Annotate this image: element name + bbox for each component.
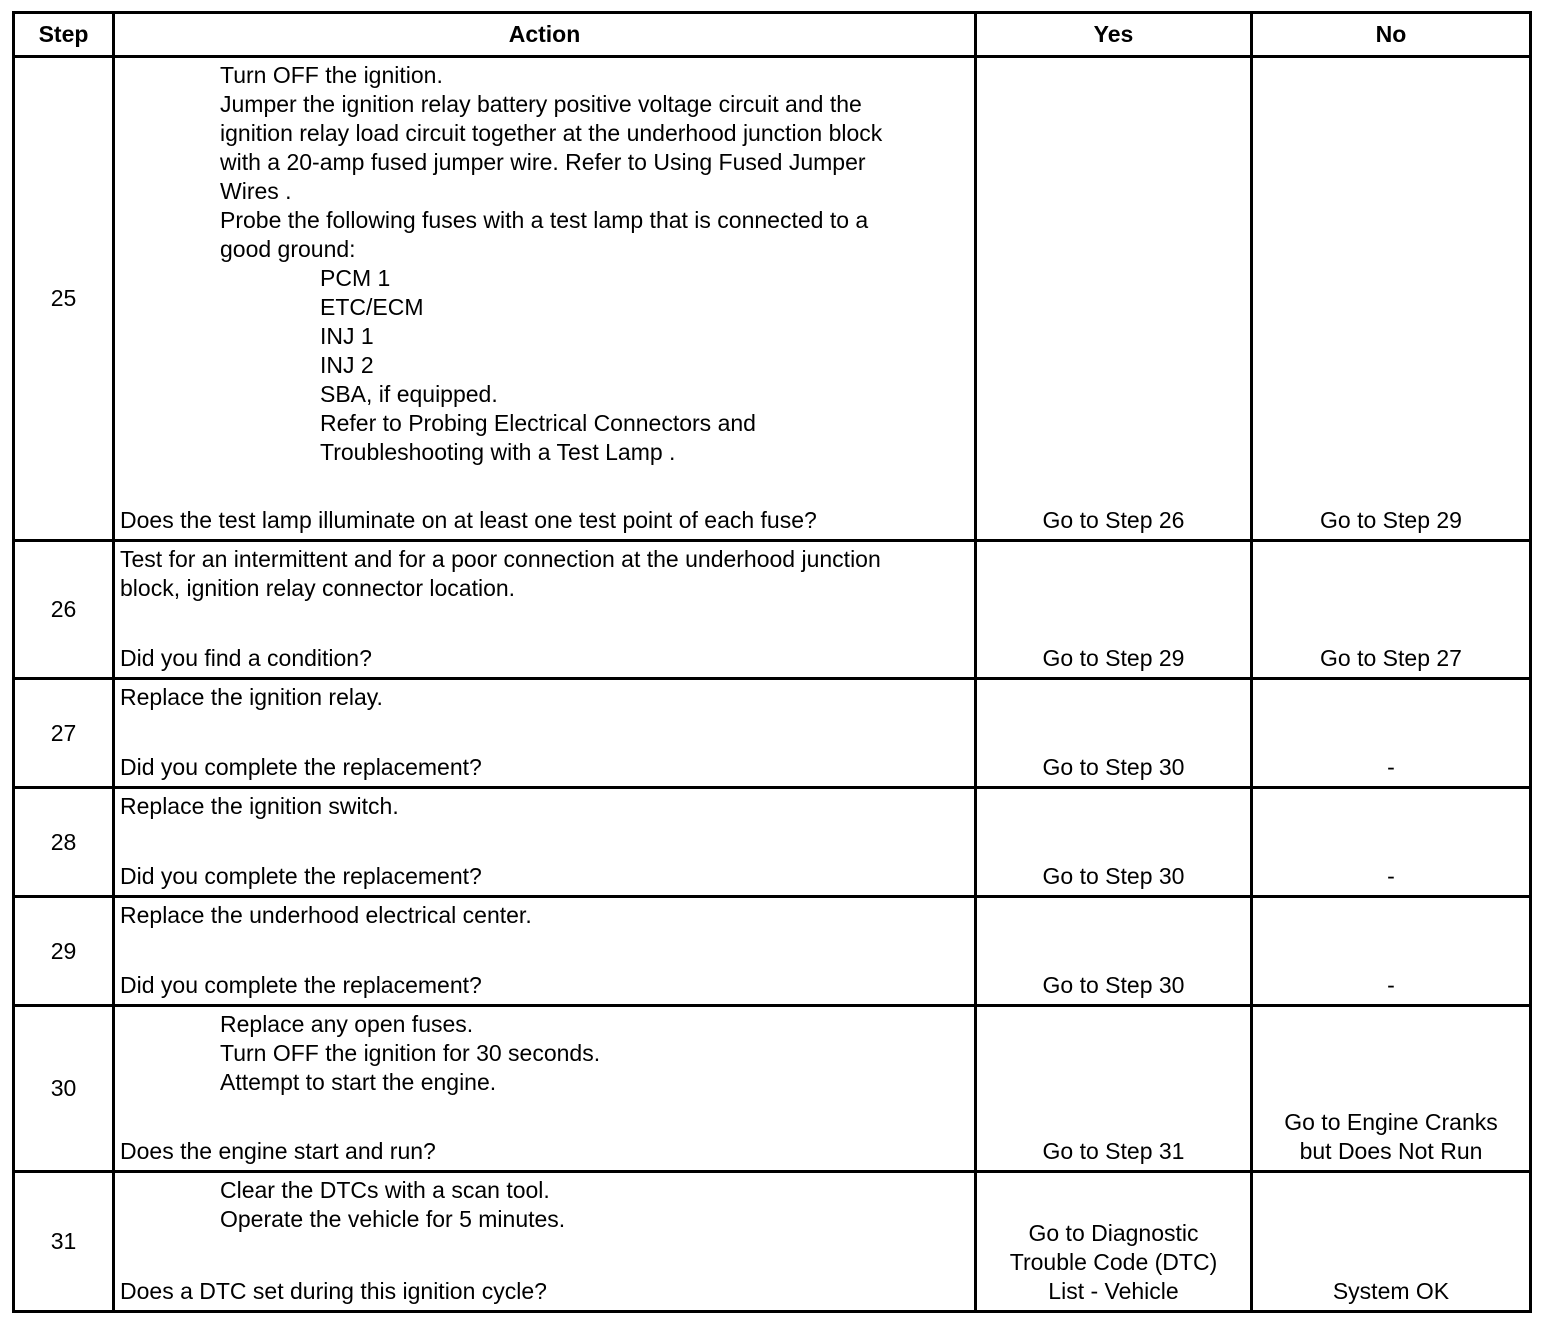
action-cell — [114, 57, 976, 541]
table-row — [14, 897, 1531, 1006]
yes-result-line: Go to Diagnostic — [1028, 1220, 1199, 1246]
step-number: 28 — [14, 788, 114, 897]
action-instructions — [120, 683, 954, 712]
action-instructions — [120, 1010, 954, 1097]
yes-result: Go to Step 31 — [976, 1006, 1252, 1172]
action-line: Replace the underhood electrical center. — [120, 902, 532, 928]
table-row — [14, 541, 1531, 679]
yes-result-line: Trouble Code (DTC) — [1009, 1249, 1218, 1275]
action-question: Did you complete the replacement? — [120, 863, 482, 889]
step-number: 27 — [14, 679, 114, 788]
table-row — [14, 57, 1531, 541]
fuse-item: INJ 1 — [320, 323, 374, 349]
no-result: Go to Step 29 — [1252, 57, 1531, 541]
action-line: Clear the DTCs with a scan tool. — [220, 1177, 550, 1203]
action-line: Replace the ignition relay. — [120, 684, 383, 710]
no-result: - — [1252, 788, 1531, 897]
action-instructions — [120, 792, 954, 821]
action-cell — [114, 541, 976, 679]
action-line: Replace any open fuses. — [220, 1011, 474, 1037]
action-instructions — [120, 61, 954, 467]
no-result-line: Go to Engine Cranks — [1284, 1109, 1498, 1135]
step-number: 30 — [14, 1006, 114, 1172]
step-number: 29 — [14, 897, 114, 1006]
action-instructions — [120, 901, 954, 930]
no-result: - — [1252, 897, 1531, 1006]
action-line: Turn OFF the ignition for 30 seconds. — [220, 1040, 601, 1066]
step-number: 26 — [14, 541, 114, 679]
header-action: Action — [114, 13, 976, 57]
table-row — [14, 679, 1531, 788]
action-line: Wires . — [220, 178, 292, 204]
action-line: Replace the ignition switch. — [120, 793, 399, 819]
action-cell — [114, 788, 976, 897]
action-line: Troubleshooting with a Test Lamp . — [320, 439, 676, 465]
action-question: Did you complete the replacement? — [120, 972, 482, 998]
fuse-item: SBA, if equipped. — [320, 381, 498, 407]
action-line: Test for an intermittent and for a poor connection at the underhood junction — [120, 546, 881, 572]
table-row — [14, 1006, 1531, 1172]
fuse-item: ETC/ECM — [320, 294, 424, 320]
action-question: Does the engine start and run? — [120, 1138, 436, 1164]
table-row — [14, 788, 1531, 897]
step-number: 31 — [14, 1172, 114, 1312]
no-result: System OK — [1252, 1172, 1531, 1312]
action-question: Does a DTC set during this ignition cycle? — [120, 1278, 547, 1304]
fuse-item: PCM 1 — [320, 265, 391, 291]
yes-result-line: List - Vehicle — [1048, 1278, 1179, 1304]
header-no: No — [1252, 13, 1531, 57]
diagnostic-table-sheet — [12, 11, 1529, 1308]
no-result — [1252, 1006, 1531, 1172]
yes-result — [976, 1172, 1252, 1312]
action-cell — [114, 1006, 976, 1172]
action-line: block, ignition relay connector location. — [120, 575, 516, 601]
action-line: ignition relay load circuit together at the underhood junction block — [220, 120, 883, 146]
action-line: Probe the following fuses with a test lamp that is connected to a — [220, 207, 869, 233]
action-line: Refer to Probing Electrical Connectors and — [320, 410, 756, 436]
no-result: Go to Step 27 — [1252, 541, 1531, 679]
no-result: - — [1252, 679, 1531, 788]
action-question: Did you find a condition? — [120, 645, 372, 671]
action-line: good ground: — [220, 236, 356, 262]
action-cell — [114, 679, 976, 788]
fuse-item: INJ 2 — [320, 352, 374, 378]
table-header-row — [14, 13, 1531, 57]
action-line: Operate the vehicle for 5 minutes. — [220, 1206, 566, 1232]
action-cell — [114, 897, 976, 1006]
yes-result: Go to Step 29 — [976, 541, 1252, 679]
action-line: Attempt to start the engine. — [220, 1069, 497, 1095]
action-instructions — [120, 545, 954, 603]
header-yes: Yes — [976, 13, 1252, 57]
step-number: 25 — [14, 57, 114, 541]
no-result-line: but Does Not Run — [1299, 1138, 1483, 1164]
yes-result: Go to Step 30 — [976, 897, 1252, 1006]
yes-result: Go to Step 26 — [976, 57, 1252, 541]
action-line: Turn OFF the ignition. — [220, 62, 443, 88]
diagnostic-steps-table — [12, 11, 1532, 1313]
action-instructions — [120, 1176, 954, 1234]
table-row — [14, 1172, 1531, 1312]
action-line: Jumper the ignition relay battery positive voltage circuit and the — [220, 91, 862, 117]
action-question: Did you complete the replacement? — [120, 754, 482, 780]
action-line: with a 20-amp fused jumper wire. Refer to Using Fused Jumper — [220, 149, 866, 175]
yes-result: Go to Step 30 — [976, 679, 1252, 788]
action-question: Does the test lamp illuminate on at least one test point of each fuse? — [120, 507, 817, 533]
action-cell — [114, 1172, 976, 1312]
yes-result: Go to Step 30 — [976, 788, 1252, 897]
header-step: Step — [14, 13, 114, 57]
